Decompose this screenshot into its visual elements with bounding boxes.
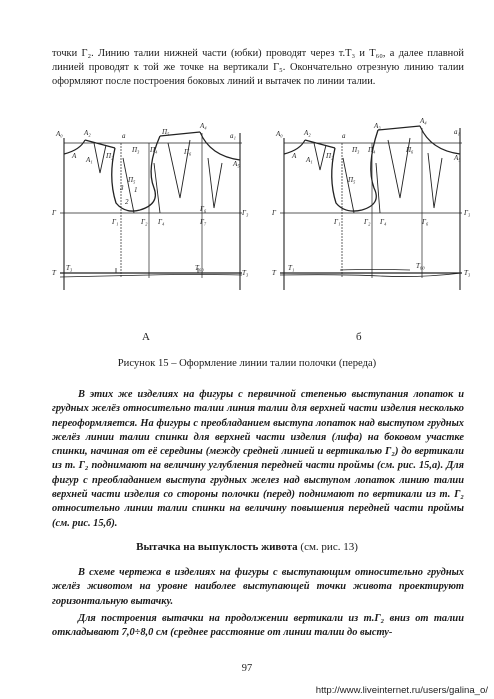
figure-sublabel-b: б [356, 331, 362, 343]
paragraph-2: В схеме чертежа в изделиях на фигуры с выступающим относительно грудных желёз животом на уровне наиболее выступающей точки живота проектируют горизонтальную вытачку. [52, 567, 464, 607]
pattern-drawing [50, 118, 470, 318]
svg-text:A₄: A₄ [200, 122, 207, 130]
svg-text:T: T [52, 269, 56, 277]
svg-text:Π₅: Π₅ [162, 128, 170, 136]
svg-text:Γ₄: Γ₄ [158, 218, 165, 226]
svg-text:A₅: A₅ [454, 154, 461, 162]
svg-text:T₆₀: T₆₀ [195, 264, 204, 272]
svg-text:Π₂: Π₂ [106, 152, 114, 160]
svg-text:A₀: A₀ [276, 130, 283, 138]
svg-text:Γ₃: Γ₃ [242, 209, 249, 217]
svg-text:T₃: T₃ [464, 269, 470, 277]
svg-text:T₁: T₁ [288, 264, 295, 272]
svg-text:Γ: Γ [52, 209, 56, 217]
svg-text:a: a [122, 132, 126, 140]
svg-text:Π₂: Π₂ [326, 152, 334, 160]
svg-text:A₀: A₀ [56, 130, 63, 138]
svg-text:Π₆: Π₆ [406, 146, 414, 154]
svg-text:Γ₁: Γ₁ [112, 218, 119, 226]
svg-text:Γ₁: Γ₁ [334, 218, 341, 226]
figure-caption: Рисунок 15 – Оформление линии талии полочки (переда) [117, 358, 377, 369]
svg-text:T₃: T₃ [242, 269, 249, 277]
svg-text:A₄: A₄ [420, 118, 427, 125]
svg-text:Π₄: Π₄ [368, 146, 376, 154]
svg-text:3: 3 [120, 184, 124, 192]
svg-text:Π₄: Π₄ [150, 146, 158, 154]
svg-text:a₁: a₁ [454, 128, 460, 136]
svg-text:Γ₆: Γ₆ [200, 205, 207, 213]
svg-text:Π₃: Π₃ [352, 146, 360, 154]
page-number: 97 [241, 663, 253, 674]
labels-drawing-b [271, 118, 470, 277]
svg-text:Γ₇: Γ₇ [200, 218, 207, 226]
svg-text:Γ₆: Γ₆ [422, 218, 429, 226]
svg-text:A: A [72, 152, 77, 160]
svg-text:A₅: A₅ [233, 160, 240, 168]
section-title: Вытачка на выпуклость живота (см. рис. 13) [136, 541, 358, 553]
paragraph-3: Для построения вытачки на продолжении вертикали из т.Г₂ вниз от талии откладывают 7,0÷8,0 см (среднее расстояние от линии талии до высту- [52, 613, 464, 639]
pattern-figure [50, 118, 470, 318]
svg-text:A₂: A₂ [304, 129, 311, 137]
svg-text:A₁: A₁ [86, 156, 93, 164]
svg-text:Γ₃: Γ₃ [464, 209, 470, 217]
svg-text:Γ₄: Γ₄ [380, 218, 387, 226]
svg-text:1: 1 [134, 186, 138, 194]
svg-text:Π₅: Π₅ [348, 176, 356, 184]
svg-text:a₁: a₁ [230, 132, 236, 140]
svg-text:Π₆: Π₆ [184, 148, 192, 156]
figure-sublabel-a: А [142, 331, 150, 343]
svg-text:T₆₀: T₆₀ [416, 262, 425, 270]
svg-text:A₂: A₂ [84, 129, 91, 137]
svg-text:A₃: A₃ [374, 122, 381, 130]
svg-text:T₃: T₃ [66, 264, 73, 272]
svg-text:Π₅: Π₅ [128, 176, 136, 184]
svg-text:2: 2 [125, 198, 129, 206]
svg-text:Γ: Γ [272, 209, 276, 217]
svg-text:T: T [272, 269, 276, 277]
svg-text:A₁: A₁ [306, 156, 313, 164]
svg-text:a: a [342, 132, 346, 140]
svg-text:Γ₂: Γ₂ [141, 218, 148, 226]
svg-text:A: A [292, 152, 297, 160]
paragraph-1: В этих же изделиях на фигуры с первичной степенью выступания лопаток и грудных желёз относительно талии линия талии для верхней части изделия несколько переоформляется. На фигуры с преобладанием выступа лопаток над выступом грудных желёз линии талии спинки для верхней части изделия (лифа) на боковом участке спинки, начиная от её середины (между средней линией и вертикалью Г₂) до вертикали из т. Г₂ поднимают на величину углубления передней части проймы (см. рис. 15,а). Для фигур с преобладанием выступа грудных желез над выступом лопаток линию талии верхней части изделия со стороны полочки (перед) поднимают по вертикали из т. Г₂ относительно линии талии спинки на величину повышения передней части проймы (см. рис. 15,б). [52, 389, 464, 529]
source-url[interactable]: http://www.liveinternet.ru/users/galina_o/ [315, 685, 488, 696]
svg-text:Γ₂: Γ₂ [364, 218, 371, 226]
svg-text:Π₃: Π₃ [132, 146, 140, 154]
intro-paragraph: точки Г₂. Линию талии нижней части (юбки) проводят через т.Т₃ и Т₆₀, а далее плавной линией проводят к той же точке на вертикали Г₅. Окончательно отрезную линию талии оформляют после построения боковых линий и вытачек по линии талии. [52, 48, 464, 88]
